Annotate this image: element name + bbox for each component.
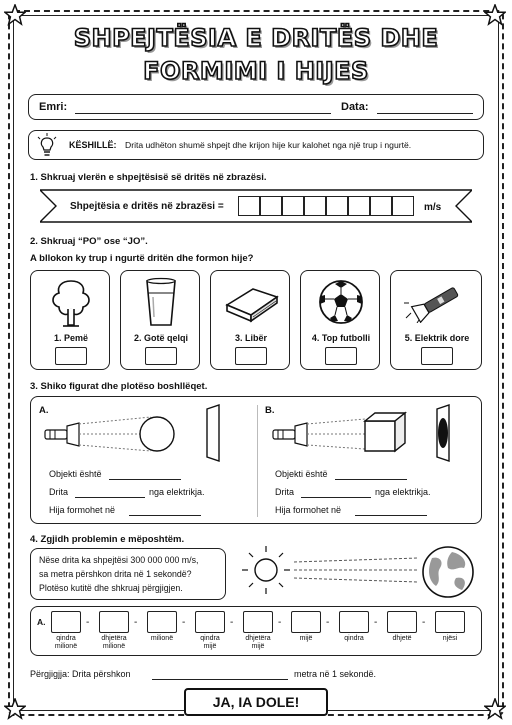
q1-digit-box[interactable] [348,196,370,216]
q2-item-label: 2. Gotë qelqi [133,333,188,343]
q3b-letter: B. [265,405,275,416]
q2-answer-box[interactable] [325,347,357,365]
place-label: milionë [150,635,174,642]
q2-item-label: 5. Elektrik dore [404,333,470,343]
soccer-ball-icon [317,277,365,327]
q2-card-glass [120,270,200,370]
page-title-line1: SHPEJTËSIA E DRITËS DHE [73,24,439,52]
tree-icon [47,277,95,329]
q1-digit-box[interactable] [326,196,348,216]
star-icon [484,698,506,720]
sun-earth-illustration [236,542,486,602]
q1-unit: m/s [424,202,442,213]
q3b-object-label: Objekti është [275,469,328,479]
flashlight-icon [403,283,469,323]
place-label: qindra milionë [54,635,78,650]
place-value-box[interactable] [195,611,225,633]
tip-label: KËSHILLË: [69,140,117,150]
q2-card-ball [300,270,380,370]
tip-box [28,130,484,160]
q1-digit-box[interactable] [260,196,282,216]
place-label: dhjetëra mijë [245,635,271,650]
q2-answer-box[interactable] [421,347,453,365]
q4-title: 4. Zgjidh problemin e mëposhtëm. [30,534,185,545]
place-label: qindra [344,635,364,642]
flashlight-icon [45,423,79,446]
q3-box [30,396,482,524]
date-label: Data: [341,101,369,113]
separator: - [86,617,90,628]
q2-answer-box[interactable] [145,347,177,365]
q2-answer-box[interactable] [235,347,267,365]
shadow-spot [438,418,448,448]
place-value-box[interactable] [147,611,177,633]
q2-card-flashlight [390,270,482,370]
q3b-light-label: Drita [275,487,295,497]
success-badge: JA, IA DOLE! [184,688,328,716]
place-label: dhjetëra milionë [101,635,127,650]
q4-place-value-box [30,606,482,656]
q4-row-letter: A. [37,617,46,627]
q4-problem-line: Nëse drita ka shpejtësi 300 000 000 m/s, [39,555,199,565]
q3a-object-label: Objekti është [49,469,102,479]
q3b-light-blank[interactable] [301,497,371,498]
place-value-box[interactable] [291,611,321,633]
q3a-light-suffix: nga elektrikja. [149,487,205,497]
q2-title: 2. Shkruaj “PO” ose “JO”. [30,236,148,247]
q4-problem-line: sa metra përshkon drita në 1 sekondë? [39,569,192,579]
answer-label: Përgjigjja: Drita përshkon [30,669,131,679]
q2-item-label: 3. Libër [234,333,267,343]
star-icon [4,4,26,26]
lightbulb-icon [35,133,59,159]
q3a-light-label: Drita [49,487,69,497]
separator: - [230,617,234,628]
flashlight-icon [273,423,307,446]
q3b-shadow-blank[interactable] [355,515,427,516]
q1-digit-box[interactable] [304,196,326,216]
earth-icon [423,547,473,597]
q2-card-book [210,270,290,370]
glass-icon [143,277,179,329]
q2-question: A bllokon ky trup i ngurtë dritën dhe formon hije? [30,253,254,264]
tip-text: Drita udhëton shumë shpejt dhe krijon hije kur kalohet nga një trup i ngurtë. [125,140,412,150]
q1-label: Shpejtësia e dritës në zbrazësi = [70,201,224,212]
q2-item-label: 4. Top futbolli [311,333,371,343]
q3a-letter: A. [39,405,49,416]
q3a-shadow-blank[interactable] [129,515,201,516]
sphere-object [140,417,174,451]
q1-digit-box[interactable] [282,196,304,216]
q3a-shadow-label: Hija formohet në [49,505,116,515]
book-icon [223,283,279,323]
star-icon [484,4,506,26]
place-value-box[interactable] [387,611,417,633]
q2-answer-box[interactable] [55,347,87,365]
answer-suffix: metra në 1 sekondë. [294,669,377,679]
place-label: mijë [299,635,313,642]
sun-icon [242,546,290,594]
name-date-box [28,94,484,120]
separator: - [422,617,426,628]
q3b-light-suffix: nga elektrikja. [375,487,431,497]
q1-digit-box[interactable] [392,196,414,216]
q1-digit-box[interactable] [370,196,392,216]
place-label: qindra mijë [200,635,220,650]
q1-digit-box[interactable] [238,196,260,216]
page-title-line2: FORMIMI I HIJES [143,57,369,85]
cube-object [365,413,405,451]
separator: - [182,617,186,628]
place-value-box[interactable] [51,611,81,633]
q3b-illustration [269,403,475,463]
separator: - [278,617,282,628]
q3-title: 3. Shiko figurat dhe plotëso boshllëqet. [30,381,208,392]
q1-title: 1. Shkruaj vlerën e shpejtësisë së dritës në zbrazësi. [30,172,267,183]
place-value-box[interactable] [339,611,369,633]
date-field[interactable] [377,113,473,114]
q2-item-label: 1. Pemë [53,333,89,343]
q3b-shadow-label: Hija formohet në [275,505,342,515]
q3a-light-blank[interactable] [75,497,145,498]
q3b-object-blank[interactable] [335,479,407,480]
separator: - [326,617,330,628]
q3-divider [257,405,258,517]
separator: - [134,617,138,628]
q3a-object-blank[interactable] [109,479,181,480]
place-value-box[interactable] [435,611,465,633]
name-label: Emri: [39,101,68,113]
q4-problem-box [30,548,226,600]
separator: - [374,617,378,628]
place-label: dhjetë [392,635,412,642]
q4-problem-line: Plotëso kutitë dhe shkruaj përgjigjen. [39,583,183,593]
q2-card-tree [30,270,110,370]
answer-blank[interactable] [152,679,288,680]
place-label: njësi [442,635,458,642]
place-value-box[interactable] [99,611,129,633]
q3a-illustration [41,403,241,463]
screen-panel [207,405,219,461]
star-icon [4,698,26,720]
name-field[interactable] [75,113,331,114]
place-value-box[interactable] [243,611,273,633]
